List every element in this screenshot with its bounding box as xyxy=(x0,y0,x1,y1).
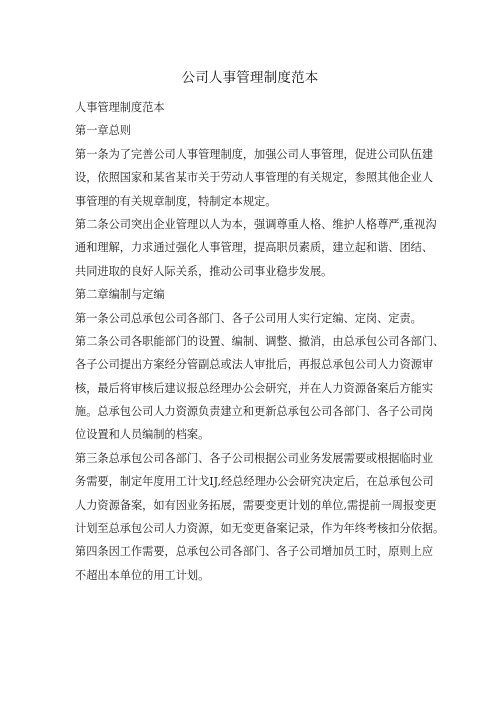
chapter-heading: 第二章编制与定编 xyxy=(75,288,165,302)
paragraph-line: 通和理解，力求通过强化人事管理，提高职员素质，建立起和谐、团结、 xyxy=(75,241,434,255)
paragraph-line: 各子公司提出方案经分管副总或法人审批后，再报总承包公司人力资源审 xyxy=(75,358,434,372)
paragraph-line: 第三条总承包公司各部门、各子公司根据公司业务发展需要或根据临时业 xyxy=(75,451,434,465)
paragraph-line: 不超出本单位的用工计划。 xyxy=(75,568,210,582)
paragraph-line: 计划至总承包公司人力资源，如无变更备案记录，作为年终考核扣分依据。 xyxy=(75,522,445,536)
paragraph-line: 施。总承包公司人力资源负责建立和更新总承包公司各部门、各子公司岗 xyxy=(75,405,434,419)
paragraph-line: 第一条为了完善公司人事管理制度，加强公司人事管理，促进公司队伍建 xyxy=(75,147,434,161)
paragraph-line: 第四条因工作需要，总承包公司各部门、各子公司增加员工时，原则上应 xyxy=(75,545,434,559)
paragraph-line: 第二条公司突出企业管理以人为本，强调尊重人格、维护人格尊严,重视沟 xyxy=(75,217,437,231)
paragraph-line: 人力资源备案，如有因业务拓展，需要变更计划的单位,需提前一周报变更 xyxy=(75,498,437,512)
subtitle-line: 人事管理制度范本 xyxy=(75,101,165,114)
paragraph-line: 第二条公司各职能部门的设置、编制、调整、撤消，由总承包公司各部门、 xyxy=(75,334,445,348)
document-title: 公司人事管理制度范本 xyxy=(181,70,319,86)
paragraph-line: 务需要，制定年度用工计戈IJ,经总经理办公会研究决定后，在总承包公司 xyxy=(75,475,434,489)
paragraph-line: 设，依照国家和某省某市关于劳动人事管理的有关规定，参照其他企业人 xyxy=(75,171,434,185)
paragraph-line: 位设置和人员编制的档案。 xyxy=(75,428,210,442)
paragraph-line: 第一条公司总承包公司各部门、各子公司用人实行定编、定岗、定责。 xyxy=(75,311,422,325)
document-body xyxy=(75,96,445,587)
paragraph-line: 共同进取的良好人际关系，推动公司事业稳步发展。 xyxy=(75,264,333,278)
paragraph-line: 事管理的有关规章制度，特制定本规定。 xyxy=(75,194,277,208)
chapter-heading: 第一章总则 xyxy=(75,124,131,138)
paragraph-line: 核，最后将审核后建议报总经理办公会研究，并在人力资源备案后方能实 xyxy=(75,381,434,395)
